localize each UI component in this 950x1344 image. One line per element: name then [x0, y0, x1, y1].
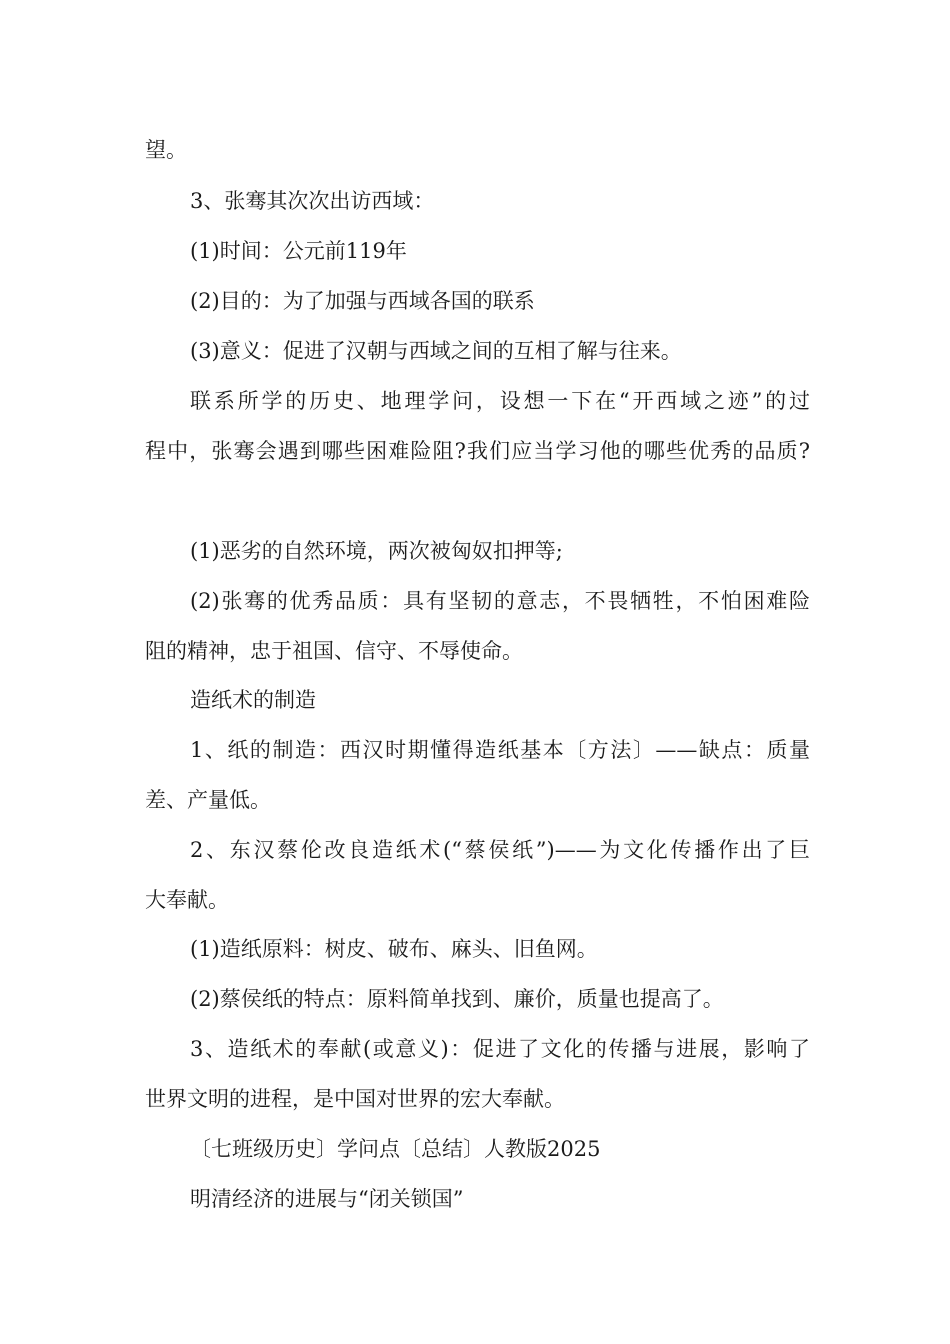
text-line: 差、产量低。 [145, 788, 271, 812]
text-line: (3)意义：促进了汉朝与西域之间的互相了解与往来。 [190, 339, 682, 363]
text-line: (2)目的：为了加强与西域各国的联系 [190, 289, 535, 313]
section-heading: 〔七班级历史〕学问点〔总结〕人教版2025 [190, 1137, 601, 1161]
text-line: 程中，张骞会遇到哪些困难险阻?我们应当学习他的哪些优秀的品质? [145, 439, 810, 463]
text-line: (2)蔡侯纸的特点：原料简单找到、廉价，质量也提高了。 [190, 987, 724, 1011]
text-line: 望。 [145, 138, 187, 162]
section-heading: 造纸术的制造 [190, 688, 316, 712]
text-line: 1、纸的制造：西汉时期懂得造纸基本〔方法〕——缺点：质量 [190, 738, 810, 762]
text-line: 3、造纸术的奉献(或意义)：促进了文化的传播与进展，影响了 [190, 1037, 810, 1061]
text-line: 3、张骞其次次出访西域： [190, 189, 435, 213]
text-line: (2)张骞的优秀品质：具有坚韧的意志，不畏牺牲，不怕困难险 [190, 589, 810, 613]
text-line: (1)造纸原料：树皮、破布、麻头、旧鱼网。 [190, 937, 598, 961]
text-line: (1)时间：公元前119年 [190, 239, 407, 263]
text-line: (1)恶劣的自然环境，两次被匈奴扣押等; [190, 539, 563, 563]
text-line: 世界文明的进程，是中国对世界的宏大奉献。 [145, 1087, 565, 1111]
text-line: 大奉献。 [145, 888, 229, 912]
text-line: 联系所学的历史、地理学问，设想一下在“开西域之迹”的过 [190, 389, 810, 413]
text-line: 阻的精神，忠于祖国、信守、不辱使命。 [145, 639, 523, 663]
text-line: 2、东汉蔡伦改良造纸术(“蔡侯纸”)——为文化传播作出了巨 [190, 838, 810, 862]
section-heading: 明清经济的进展与“闭关锁国” [190, 1187, 464, 1211]
